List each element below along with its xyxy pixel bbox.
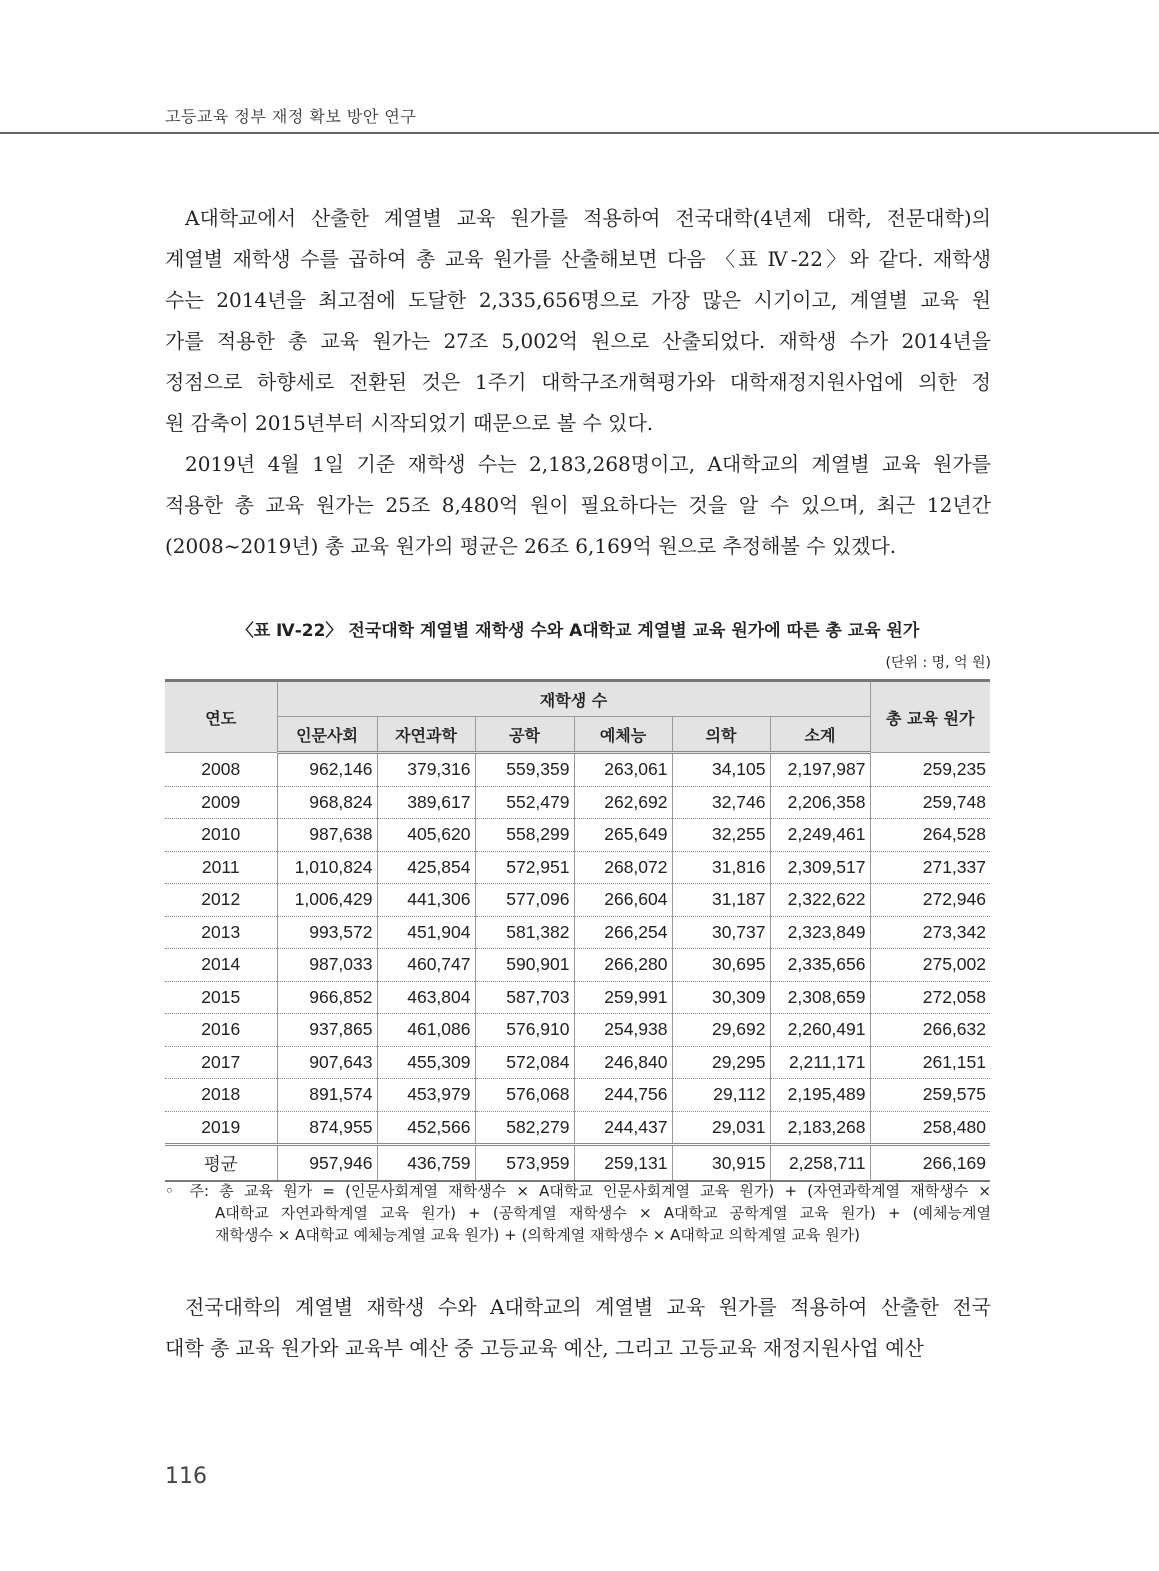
table-row	[165, 819, 990, 852]
average-cell: 957,946	[277, 1145, 377, 1182]
subheader-cell: 소계	[770, 717, 870, 753]
value-cell: 254,938	[574, 1014, 672, 1047]
text-line: 전국대학의 계열별 재학생 수와 A대학교의 계열별 교육 원가를 적용하여 산출한 전국	[185, 1295, 991, 1319]
value-cell: 34,105	[672, 753, 770, 787]
text-line: A대학교에서 산출한 계열별 교육 원가를 적용하여 전국대학(4년제 대학, 전문대학)의	[185, 206, 991, 230]
text-line: 수는 2014년을 최고점에 도달한 2,335,656명으로 가장 많은 시기이고, 계열별 교육 원	[165, 288, 991, 312]
value-cell: 263,061	[574, 753, 672, 787]
value-cell: 29,295	[672, 1046, 770, 1079]
value-cell: 275,002	[870, 949, 990, 982]
value-cell: 259,748	[870, 786, 990, 819]
table-row	[165, 916, 990, 949]
running-header: 고등교육 정부 재정 확보 방안 연구	[165, 107, 417, 126]
year-cell: 2008	[165, 753, 277, 787]
value-cell: 31,816	[672, 851, 770, 884]
value-cell: 558,299	[475, 819, 574, 852]
table-row	[165, 1079, 990, 1112]
year-cell: 2011	[165, 851, 277, 884]
table-row	[165, 786, 990, 819]
value-cell: 389,617	[377, 786, 475, 819]
header-total-cost: 총 교육 원가	[870, 681, 990, 753]
year-cell: 2017	[165, 1046, 277, 1079]
subheader-cell: 의학	[672, 717, 770, 753]
subheader-cell: 예체능	[574, 717, 672, 753]
value-cell: 261,151	[870, 1046, 990, 1079]
value-cell: 2,211,171	[770, 1046, 870, 1079]
value-cell: 259,991	[574, 981, 672, 1014]
note-line: ◦ 주: 총 교육 원가 = (인문사회계열 재학생수 × A대학교 인문사회계열 교육 원가) + (자연과학계열 재학생수 ×	[165, 1182, 991, 1200]
value-cell: 461,086	[377, 1014, 475, 1047]
value-cell: 587,703	[475, 981, 574, 1014]
value-cell: 962,146	[277, 753, 377, 787]
table-row	[165, 1046, 990, 1079]
subheader-cell: 인문사회	[277, 717, 377, 753]
subheader-cell: 공학	[475, 717, 574, 753]
value-cell: 2,335,656	[770, 949, 870, 982]
subheader-cell: 자연과학	[377, 717, 475, 753]
value-cell: 425,854	[377, 851, 475, 884]
value-cell: 552,479	[475, 786, 574, 819]
year-cell: 2009	[165, 786, 277, 819]
value-cell: 273,342	[870, 916, 990, 949]
text-line: 대학 총 교육 원가와 교육부 예산 중 고등교육 예산, 그리고 고등교육 재정지원사업 예산	[165, 1336, 924, 1360]
table-row	[165, 851, 990, 884]
year-cell: 2014	[165, 949, 277, 982]
value-cell: 266,604	[574, 884, 672, 917]
note-line: A대학교 자연과학계열 교육 원가) + (공학계열 재학생수 × A대학교 공학계열 교육 원가) + (예체능계열	[215, 1204, 991, 1222]
value-cell: 265,649	[574, 819, 672, 852]
value-cell: 30,695	[672, 949, 770, 982]
year-cell: 2016	[165, 1014, 277, 1047]
value-cell: 30,309	[672, 981, 770, 1014]
table-title: 〈표 Ⅳ-22〉 전국대학 계열별 재학생 수와 A대학교 계열별 교육 원가에 따른 총 교육 원가	[236, 621, 920, 641]
value-cell: 258,480	[870, 1111, 990, 1145]
value-cell: 463,804	[377, 981, 475, 1014]
value-cell: 572,084	[475, 1046, 574, 1079]
value-cell: 2,260,491	[770, 1014, 870, 1047]
text-line: 적용한 총 교육 원가는 25조 8,480억 원이 필요하다는 것을 알 수 있으며, 최근 12년간	[165, 493, 992, 517]
text-line: (2008~2019년) 총 교육 원가의 평균은 26조 6,169억 원으로 추정해볼 수 있겠다.	[165, 534, 897, 558]
average-cell: 259,131	[574, 1145, 672, 1182]
table-row	[165, 1111, 990, 1145]
value-cell: 31,187	[672, 884, 770, 917]
value-cell: 244,756	[574, 1079, 672, 1112]
value-cell: 2,195,489	[770, 1079, 870, 1112]
page-number: 116	[165, 1464, 207, 1489]
value-cell: 966,852	[277, 981, 377, 1014]
value-cell: 244,437	[574, 1111, 672, 1145]
value-cell: 453,979	[377, 1079, 475, 1112]
value-cell: 451,904	[377, 916, 475, 949]
table-row	[165, 753, 990, 787]
value-cell: 572,951	[475, 851, 574, 884]
average-cell: 436,759	[377, 1145, 475, 1182]
value-cell: 441,306	[377, 884, 475, 917]
value-cell: 272,946	[870, 884, 990, 917]
value-cell: 29,031	[672, 1111, 770, 1145]
average-row	[165, 1145, 990, 1182]
value-cell: 405,620	[377, 819, 475, 852]
header-year: 연도	[165, 681, 277, 753]
value-cell: 559,359	[475, 753, 574, 787]
value-cell: 32,746	[672, 786, 770, 819]
value-cell: 2,309,517	[770, 851, 870, 884]
value-cell: 874,955	[277, 1111, 377, 1145]
year-cell: 2012	[165, 884, 277, 917]
value-cell: 1,010,824	[277, 851, 377, 884]
value-cell: 2,183,268	[770, 1111, 870, 1145]
value-cell: 264,528	[870, 819, 990, 852]
value-cell: 2,323,849	[770, 916, 870, 949]
value-cell: 262,692	[574, 786, 672, 819]
value-cell: 582,279	[475, 1111, 574, 1145]
value-cell: 907,643	[277, 1046, 377, 1079]
value-cell: 259,575	[870, 1079, 990, 1112]
table-unit: (단위 : 명, 억 원)	[885, 655, 991, 671]
value-cell: 576,910	[475, 1014, 574, 1047]
text-line: 계열별 재학생 수를 곱하여 총 교육 원가를 산출해보면 다음 〈표 Ⅳ-22〉와 같다. 재학생	[165, 247, 991, 271]
value-cell: 379,316	[377, 753, 475, 787]
value-cell: 30,737	[672, 916, 770, 949]
value-cell: 577,096	[475, 884, 574, 917]
value-cell: 271,337	[870, 851, 990, 884]
text-line: 가를 적용한 총 교육 원가는 27조 5,002억 원으로 산출되었다. 재학생 수가 2014년을	[165, 329, 991, 353]
value-cell: 455,309	[377, 1046, 475, 1079]
value-cell: 266,632	[870, 1014, 990, 1047]
text-line: 정점으로 하향세로 전환된 것은 1주기 대학구조개혁평가와 대학재정지원사업에 의한 정	[165, 370, 991, 394]
value-cell: 266,254	[574, 916, 672, 949]
average-cell: 30,915	[672, 1145, 770, 1182]
value-cell: 2,308,659	[770, 981, 870, 1014]
value-cell: 937,865	[277, 1014, 377, 1047]
table-row	[165, 981, 990, 1014]
value-cell: 576,068	[475, 1079, 574, 1112]
value-cell: 2,322,622	[770, 884, 870, 917]
header-rule	[0, 132, 1159, 134]
average-cell: 266,169	[870, 1145, 990, 1182]
value-cell: 32,255	[672, 819, 770, 852]
value-cell: 266,280	[574, 949, 672, 982]
average-cell: 573,959	[475, 1145, 574, 1182]
value-cell: 891,574	[277, 1079, 377, 1112]
paragraph-1	[165, 198, 991, 444]
data-table	[165, 679, 990, 1182]
value-cell: 29,692	[672, 1014, 770, 1047]
year-cell: 2013	[165, 916, 277, 949]
year-cell: 2019	[165, 1111, 277, 1145]
average-label: 평균	[165, 1145, 277, 1182]
value-cell: 259,235	[870, 753, 990, 787]
value-cell: 2,249,461	[770, 819, 870, 852]
value-cell: 2,206,358	[770, 786, 870, 819]
table-row	[165, 884, 990, 917]
value-cell: 987,638	[277, 819, 377, 852]
value-cell: 968,824	[277, 786, 377, 819]
value-cell: 29,112	[672, 1079, 770, 1112]
table-row	[165, 949, 990, 982]
value-cell: 987,033	[277, 949, 377, 982]
value-cell: 268,072	[574, 851, 672, 884]
value-cell: 1,006,429	[277, 884, 377, 917]
average-cell: 2,258,711	[770, 1145, 870, 1182]
header-enrollment: 재학생 수	[277, 681, 870, 717]
paragraph-2	[165, 444, 991, 567]
value-cell: 581,382	[475, 916, 574, 949]
value-cell: 272,058	[870, 981, 990, 1014]
year-cell: 2010	[165, 819, 277, 852]
year-cell: 2018	[165, 1079, 277, 1112]
note-line: 재학생수 × A대학교 예체능계열 교육 원가) + (의학계열 재학생수 × A대학교 의학계열 교육 원가)	[215, 1226, 860, 1244]
value-cell: 2,197,987	[770, 753, 870, 787]
value-cell: 452,566	[377, 1111, 475, 1145]
text-line: 2019년 4월 1일 기준 재학생 수는 2,183,268명이고, A대학교의 계열별 교육 원가를	[185, 452, 991, 476]
table-note	[165, 1180, 991, 1246]
paragraph-3	[165, 1287, 991, 1369]
value-cell: 993,572	[277, 916, 377, 949]
value-cell: 246,840	[574, 1046, 672, 1079]
year-cell: 2015	[165, 981, 277, 1014]
text-line: 원 감축이 2015년부터 시작되었기 때문으로 볼 수 있다.	[165, 411, 654, 435]
table-row	[165, 1014, 990, 1047]
value-cell: 590,901	[475, 949, 574, 982]
value-cell: 460,747	[377, 949, 475, 982]
